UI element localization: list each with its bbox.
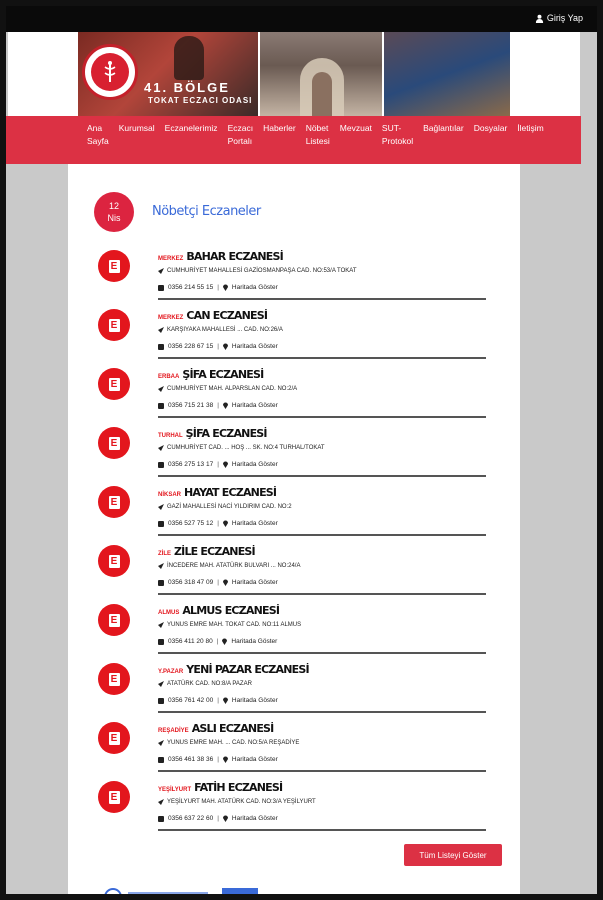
- pharmacy-e-icon: E: [98, 781, 130, 813]
- banner-title: 41. BÖLGE: [144, 80, 230, 95]
- show-on-map-link[interactable]: Haritada Göster: [231, 815, 278, 822]
- pharmacy-e-icon: E: [98, 250, 130, 282]
- show-on-map-link[interactable]: Haritada Göster: [231, 756, 278, 763]
- pharmacy-e-icon: E: [98, 427, 130, 459]
- pharmacy-name[interactable]: YENİ PAZAR ECZANESİ: [186, 663, 309, 676]
- pharmacy-address-row: [158, 504, 292, 510]
- pharmacy-name[interactable]: BAHAR ECZANESİ: [186, 250, 283, 263]
- pharmacy-district: REŞADİYE: [158, 728, 189, 734]
- pharmacy-district: ZİLE: [158, 551, 171, 557]
- pharmacy-contact-row: [158, 638, 277, 645]
- divider: [158, 534, 486, 536]
- partial-button[interactable]: [222, 888, 258, 894]
- main-nav: [6, 116, 581, 164]
- pharmacy-item: [98, 362, 486, 421]
- nav-item[interactable]: Mevzuat: [339, 123, 372, 133]
- pharmacy-name[interactable]: ASLI ECZANESİ: [191, 722, 274, 735]
- phone-icon: [158, 816, 164, 822]
- pharmacy-contact-row: [158, 520, 278, 527]
- pharmacy-item: [98, 598, 486, 657]
- map-pin-icon: [223, 579, 228, 586]
- pharmacy-phone[interactable]: 0356 527 75 12: [168, 520, 214, 527]
- location-arrow-icon: [158, 504, 164, 510]
- pharmacy-district: NİKSAR: [158, 492, 182, 498]
- pharmacy-address-row: [158, 386, 297, 392]
- pharmacy-name[interactable]: HAYAT ECZANESİ: [184, 486, 277, 499]
- show-on-map-link[interactable]: Haritada Göster: [231, 461, 278, 468]
- pharmacy-address-row: [158, 622, 301, 628]
- date-month: Nis: [107, 213, 121, 223]
- pharmacy-heading: [158, 722, 273, 735]
- pharmacy-address: CUMHURİYET CAD. ... HOŞ ... SK. NO:4 TURHAL/TOKAT: [167, 445, 325, 451]
- top-bar: [6, 6, 597, 32]
- phone-icon: [158, 344, 164, 350]
- pharmacy-item: [98, 244, 486, 303]
- pharmacy-e-icon: E: [98, 486, 130, 518]
- pharmacy-heading: [158, 427, 267, 440]
- partial-icon: [104, 888, 122, 894]
- show-on-map-link[interactable]: Haritada Göster: [231, 343, 278, 350]
- phone-icon: [158, 403, 164, 409]
- caduceus-icon: [97, 59, 123, 85]
- show-on-map-link[interactable]: Haritada Göster: [231, 697, 278, 704]
- pharmacy-e-icon: E: [98, 722, 130, 754]
- pharmacy-contact-row: [158, 402, 278, 409]
- pharmacy-item: [98, 657, 486, 716]
- phone-icon: [158, 639, 164, 645]
- pharmacy-address: KARŞIYAKA MAHALLESİ ... CAD. NO:26/A: [167, 327, 283, 333]
- pharmacy-heading: [158, 486, 276, 499]
- pharmacy-address-row: [158, 799, 316, 805]
- pharmacy-item: [98, 421, 486, 480]
- pharmacy-e-icon: E: [98, 309, 130, 341]
- pharmacy-heading: [158, 368, 263, 381]
- pharmacy-heading: [158, 663, 309, 676]
- date-day: 12: [108, 201, 119, 211]
- pharmacy-address-row: [158, 681, 252, 687]
- pharmacy-phone[interactable]: 0356 761 42 00: [168, 697, 214, 704]
- show-on-map-link[interactable]: Haritada Göster: [231, 638, 278, 645]
- show-on-map-link[interactable]: Haritada Göster: [231, 579, 278, 586]
- nav-item[interactable]: SUT- Protokol: [381, 123, 414, 146]
- divider: [158, 475, 486, 477]
- nav-item[interactable]: Eczacı Portalı: [227, 123, 254, 146]
- pharmacy-address-row: [158, 268, 357, 274]
- pharmacy-item: [98, 775, 486, 834]
- nav-item[interactable]: Nöbet Listesi: [305, 123, 330, 146]
- pharmacy-address: İNCEDERE MAH. ATATÜRK BULVARI ... NO:24/A: [167, 563, 301, 569]
- phone-icon: [158, 698, 164, 704]
- pharmacy-phone[interactable]: 0356 715 21 38: [168, 402, 214, 409]
- pharmacy-contact-row: [158, 579, 278, 586]
- chamber-logo: [82, 44, 138, 100]
- pharmacy-name[interactable]: ALMUS ECZANESİ: [182, 604, 280, 617]
- section-title: Nöbetçi Eczaneler: [152, 204, 261, 219]
- pharmacy-item: [98, 303, 486, 362]
- phone-icon: [158, 285, 164, 291]
- pharmacy-district: MERKEZ: [158, 256, 184, 262]
- banner-panel-museum: [382, 32, 510, 116]
- location-arrow-icon: [158, 740, 164, 746]
- location-arrow-icon: [158, 799, 164, 805]
- separator: |: [217, 756, 219, 763]
- login-label: Giriş Yap: [546, 13, 583, 23]
- nav-item[interactable]: İletişim: [517, 123, 544, 133]
- pharmacy-name[interactable]: ŞİFA ECZANESİ: [182, 368, 264, 381]
- header-banner[interactable]: [78, 32, 510, 116]
- separator: |: [217, 697, 219, 704]
- nav-item[interactable]: Kurumsal: [118, 123, 155, 133]
- pharmacy-district: Y.PAZAR: [158, 669, 184, 675]
- pharmacy-heading: [158, 781, 282, 794]
- pharmacy-e-icon: E: [98, 604, 130, 636]
- banner-subtitle: TOKAT ECZACI ODASI: [148, 96, 253, 105]
- phone-icon: [158, 521, 164, 527]
- separator: |: [216, 638, 219, 645]
- location-arrow-icon: [158, 327, 164, 333]
- pharmacy-item: [98, 716, 486, 775]
- location-arrow-icon: [158, 445, 164, 451]
- map-pin-icon: [223, 343, 228, 350]
- location-arrow-icon: [158, 681, 164, 687]
- pharmacy-phone[interactable]: 0356 228 67 15: [168, 343, 214, 350]
- pharmacy-district: ERBAA: [158, 374, 180, 380]
- pharmacy-contact-row: [158, 461, 278, 468]
- nav-item[interactable]: Ana Sayfa: [87, 123, 109, 146]
- date-badge: [94, 192, 134, 232]
- pharmacy-contact-row: [158, 284, 278, 291]
- pharmacy-name[interactable]: FATİH ECZANESİ: [194, 781, 283, 794]
- banner-panel-logo: [78, 32, 258, 116]
- nav-item[interactable]: Haberler: [263, 123, 296, 133]
- location-arrow-icon: [158, 622, 164, 628]
- nav-item[interactable]: Bağlantılar: [423, 123, 464, 133]
- pharmacy-address: YEŞİLYURT MAH. ATATÜRK CAD. NO:3/A YEŞİLYURT: [167, 799, 316, 805]
- divider: [158, 711, 486, 713]
- pharmacy-contact-row: [158, 815, 278, 822]
- pharmacy-phone[interactable]: 0356 637 22 60: [168, 815, 214, 822]
- pharmacy-heading: [158, 545, 255, 558]
- pharmacy-e-icon: E: [98, 663, 130, 695]
- location-arrow-icon: [158, 268, 164, 274]
- browser-frame: [6, 6, 597, 894]
- separator: |: [217, 579, 219, 586]
- divider: [158, 593, 486, 595]
- divider: [158, 298, 486, 300]
- divider: [158, 829, 486, 831]
- pharmacy-e-icon: E: [98, 545, 130, 577]
- separator: |: [217, 343, 219, 350]
- separator: |: [217, 402, 219, 409]
- divider: [158, 357, 486, 359]
- show-on-map-link[interactable]: Haritada Göster: [231, 402, 278, 409]
- map-pin-icon: [223, 520, 228, 527]
- pharmacy-address: YUNUS EMRE MAH. ... CAD. NO:5/A REŞADİYE: [167, 740, 300, 746]
- pharmacy-address: GAZİ MAHALLESİ NACİ YILDIRIM CAD. NO:2: [167, 504, 292, 510]
- pharmacy-address-row: [158, 445, 325, 451]
- pharmacy-address: ATATÜRK CAD. NO:8/A PAZAR: [167, 681, 252, 687]
- pharmacy-e-icon: E: [98, 368, 130, 400]
- separator: |: [217, 520, 219, 527]
- pharmacy-item: [98, 480, 486, 539]
- pharmacy-district: YEŞİLYURT: [158, 787, 192, 793]
- pharmacy-address: CUMHURİYET MAH. ALPARSLAN CAD. NO:2/A: [167, 386, 298, 392]
- pharmacy-phone[interactable]: 0356 318 47 09: [168, 579, 214, 586]
- pharmacy-contact-row: [158, 343, 278, 350]
- banner-panel-architecture: [258, 32, 382, 116]
- pharmacy-contact-row: [158, 756, 278, 763]
- pharmacy-district: MERKEZ: [158, 315, 184, 321]
- location-arrow-icon: [158, 563, 164, 569]
- divider: [158, 652, 486, 654]
- user-icon: [535, 14, 544, 23]
- pharmacy-address-row: [158, 563, 300, 569]
- next-section-partial: [104, 884, 304, 894]
- pharmacy-address-row: [158, 327, 283, 333]
- pharmacy-list: [98, 244, 486, 834]
- nav-item[interactable]: Eczanelerimiz: [164, 123, 218, 133]
- duty-pharmacies-panel: [68, 164, 520, 894]
- pharmacy-address: CUMHURİYET MAHALLESİ GAZİOSMANPAŞA CAD. NO:53/A TOKAT: [167, 268, 357, 274]
- pharmacy-phone[interactable]: 0356 275 13 17: [168, 461, 214, 468]
- pharmacy-heading: [158, 604, 279, 617]
- pharmacy-phone[interactable]: 0356 214 55 15: [168, 284, 214, 291]
- nav-list: [82, 122, 549, 148]
- map-pin-icon: [223, 815, 228, 822]
- arch-door-image: [312, 72, 332, 116]
- map-pin-icon: [223, 402, 228, 409]
- pharmacy-heading: [158, 250, 283, 263]
- phone-icon: [158, 757, 164, 763]
- location-arrow-icon: [158, 386, 164, 392]
- show-on-map-link[interactable]: Haritada Göster: [231, 284, 278, 291]
- pharmacy-item: [98, 539, 486, 598]
- divider: [158, 770, 486, 772]
- pharmacy-contact-row: [158, 697, 278, 704]
- pharmacy-address: YUNUS EMRE MAH. TOKAT CAD. NO:11 ALMUS: [167, 622, 302, 628]
- pharmacy-district: TURHAL: [158, 433, 183, 439]
- nav-item[interactable]: Dosyalar: [473, 123, 508, 133]
- show-full-list-button[interactable]: Tüm Listeyi Göster: [404, 844, 502, 866]
- separator: |: [217, 284, 219, 291]
- pharmacy-phone[interactable]: 0356 411 20 80: [168, 638, 213, 645]
- login-link[interactable]: [535, 13, 583, 23]
- show-on-map-link[interactable]: Haritada Göster: [231, 520, 278, 527]
- portrait-image: [174, 36, 204, 80]
- pharmacy-name[interactable]: ŞİFA ECZANESİ: [185, 427, 267, 440]
- phone-icon: [158, 580, 164, 586]
- pharmacy-heading: [158, 309, 267, 322]
- map-pin-icon: [222, 638, 227, 645]
- pharmacy-name[interactable]: CAN ECZANESİ: [186, 309, 268, 322]
- pharmacy-phone[interactable]: 0356 461 38 36: [168, 756, 214, 763]
- map-pin-icon: [223, 697, 228, 704]
- divider: [158, 416, 486, 418]
- partial-heading: [128, 892, 208, 894]
- pharmacy-address-row: [158, 740, 299, 746]
- separator: |: [217, 461, 219, 468]
- map-pin-icon: [223, 461, 228, 468]
- map-pin-icon: [223, 284, 228, 291]
- pharmacy-district: ALMUS: [158, 610, 180, 616]
- pharmacy-name[interactable]: ZİLE ECZANESİ: [174, 545, 255, 558]
- map-pin-icon: [223, 756, 228, 763]
- separator: |: [217, 815, 219, 822]
- phone-icon: [158, 462, 164, 468]
